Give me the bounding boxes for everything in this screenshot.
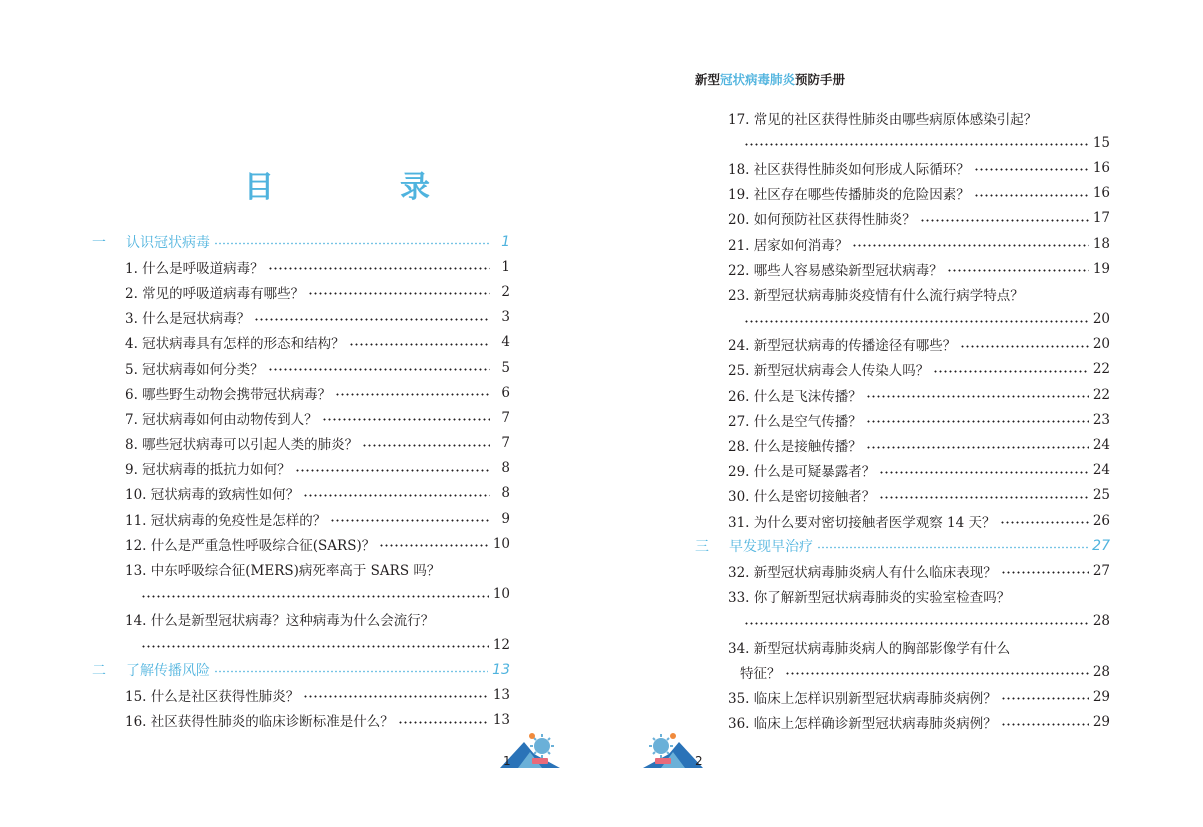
toc-item	[92, 305, 510, 330]
page-number: 2	[501, 283, 510, 300]
dot-leader	[268, 267, 490, 270]
toc-item-continued	[695, 307, 1110, 332]
toc-item-text: 28. 什么是接触传播？	[728, 439, 862, 456]
toc-item	[92, 556, 510, 581]
page-number: 7	[501, 409, 510, 426]
toc-item-text: 32. 新型冠状病毒肺炎病人有什么临床表现？	[728, 564, 997, 581]
toc-item-text: 14. 什么是新型冠状病毒？这种病毒为什么会流行？	[125, 613, 435, 630]
toc-item-continued	[695, 609, 1110, 634]
dot-leader	[254, 318, 490, 321]
page-number: 16	[1092, 159, 1110, 176]
toc-item-continued	[695, 659, 1110, 684]
page-number: 18	[1092, 235, 1110, 252]
page-number: 19	[1092, 260, 1110, 277]
dot-leader	[268, 368, 490, 371]
section-title: 认识冠状病毒	[126, 234, 210, 251]
page-number: 26	[1092, 512, 1110, 529]
dot-leader	[960, 345, 1089, 348]
dot-leader	[362, 444, 490, 447]
dot-leader	[920, 219, 1089, 222]
dot-leader	[349, 343, 490, 346]
page-number: 23	[1092, 411, 1110, 428]
toc-item-text: 4. 冠状病毒具有怎样的形态和结构？	[125, 336, 345, 353]
toc-item	[695, 508, 1110, 533]
toc-item-text: 36. 临床上怎样确诊新型冠状病毒肺炎病例？	[728, 716, 997, 733]
dot-leader	[379, 544, 489, 547]
toc-item	[695, 231, 1110, 256]
page-number: 24	[1092, 437, 1110, 454]
toc-item	[695, 458, 1110, 483]
dot-leader	[295, 469, 490, 472]
page-number: 27	[1092, 562, 1110, 579]
section-title: 了解传播风险	[126, 662, 210, 679]
dot-leader	[866, 446, 1089, 449]
page-number: 17	[1092, 210, 1110, 227]
toc-item	[695, 181, 1110, 206]
toc-item	[695, 483, 1110, 508]
toc-item-text: 16. 社区获得性肺炎的临床诊断标准是什么？	[125, 714, 394, 731]
dot-leader	[303, 494, 490, 497]
toc-item	[92, 355, 510, 380]
header-prefix: 新型	[695, 72, 721, 87]
dot-leader	[879, 496, 1089, 499]
page-number: 5	[501, 359, 510, 376]
dot-leader	[947, 269, 1089, 272]
toc-item	[92, 708, 510, 733]
page-number: 29	[1092, 688, 1110, 705]
toc-item	[695, 432, 1110, 457]
page-number: 1	[501, 258, 510, 275]
toc-item-text: 21. 居家如何消毒？	[728, 237, 849, 254]
toc-item-text: 27. 什么是空气传播？	[728, 413, 862, 430]
toc-item	[695, 634, 1110, 659]
toc-item	[695, 558, 1110, 583]
toc-item-text: 35. 临床上怎样识别新型冠状病毒肺炎病例？	[728, 690, 997, 707]
page-number: 28	[1092, 613, 1110, 630]
toc-item	[92, 506, 510, 531]
dot-leader	[335, 393, 490, 396]
toc-item	[695, 382, 1110, 407]
dot-leader	[1001, 697, 1089, 700]
toc-item-text: 15. 什么是社区获得性肺炎？	[125, 688, 300, 705]
toc-item	[695, 155, 1110, 180]
page-number: 13	[492, 686, 510, 703]
toc-item-text: 25. 新型冠状病毒会人传染人吗？	[728, 363, 930, 380]
toc-item	[92, 279, 510, 304]
dot-leader	[141, 595, 489, 598]
dot-leader	[879, 471, 1089, 474]
page-number: 16	[1092, 185, 1110, 202]
page-number-left: 1	[503, 754, 511, 768]
toc-item-text: 33. 你了解新型冠状病毒肺炎的实验室检查吗？	[728, 590, 1011, 607]
section-number: 一	[92, 234, 106, 251]
toc-item-text: 29. 什么是可疑暴露者？	[728, 464, 876, 481]
page-number: 13	[492, 661, 510, 678]
toc-item-text: 23. 新型冠状病毒肺炎疫情有什么流行病学特点？	[728, 287, 1024, 304]
toc-item	[695, 281, 1110, 306]
dot-leader	[322, 418, 490, 421]
toc-item-text: 9. 冠状病毒的抵抗力如何？	[125, 462, 291, 479]
toc-section	[695, 533, 1110, 558]
page-number-right: 2	[695, 754, 703, 768]
page-number: 9	[501, 510, 510, 527]
toc-item-text: 34. 新型冠状病毒肺炎病人的胸部影像学有什么	[728, 640, 1011, 657]
dot-leader	[744, 143, 1089, 146]
dot-leader	[1001, 723, 1089, 726]
page-number: 27	[1092, 537, 1110, 554]
toc-item-text: 26. 什么是飞沫传播？	[728, 388, 862, 405]
dot-leader	[303, 695, 489, 698]
dot-leader	[866, 395, 1089, 398]
toc-item-text: 12. 什么是严重急性呼吸综合征(SARS)？	[125, 537, 376, 554]
toc-item-text: 特征？	[740, 665, 781, 682]
page-number: 22	[1092, 386, 1110, 403]
dot-leader	[398, 721, 489, 724]
page-number: 25	[1092, 487, 1110, 504]
dot-leader	[141, 645, 489, 648]
dot-leader	[974, 194, 1089, 197]
page-number: 10	[492, 586, 510, 603]
header-accent: 冠状病毒肺炎	[720, 72, 796, 87]
toc-item	[695, 584, 1110, 609]
dot-leader	[817, 546, 1088, 549]
toc-item	[92, 481, 510, 506]
toc-item-continued	[92, 632, 510, 657]
page-number: 20	[1092, 336, 1110, 353]
toc-section	[92, 657, 510, 682]
toc-item	[695, 206, 1110, 231]
page-number: 10	[492, 535, 510, 552]
toc-item-text: 5. 冠状病毒如何分类？	[125, 361, 264, 378]
header-suffix: 预防手册	[795, 72, 846, 87]
toc-item-text: 3. 什么是冠状病毒？	[125, 311, 251, 328]
right-page	[600, 0, 1203, 827]
toc-item	[695, 256, 1110, 281]
section-title: 早发现早治疗	[729, 538, 813, 555]
toc-item	[695, 407, 1110, 432]
toc-item	[92, 254, 510, 279]
page-number: 4	[501, 334, 510, 351]
page-number: 13	[492, 712, 510, 729]
toc-item-text: 6. 哪些野生动物会携带冠状病毒？	[125, 386, 332, 403]
page-number: 22	[1092, 361, 1110, 378]
toc-item-text: 10. 冠状病毒的致病性如何？	[125, 487, 300, 504]
toc-item-text: 30. 什么是密切接触者？	[728, 489, 876, 506]
toc-item-text: 17. 常见的社区获得性肺炎由哪些病原体感染引起？	[728, 111, 1038, 128]
section-number: 三	[695, 538, 709, 555]
dot-leader	[1000, 521, 1089, 524]
page-number: 28	[1092, 663, 1110, 680]
dot-leader	[744, 622, 1089, 625]
page-number: 8	[501, 485, 510, 502]
toc-item-text: 19. 社区存在哪些传播肺炎的危险因素？	[728, 187, 970, 204]
toc-left	[92, 229, 510, 733]
toc-right	[695, 105, 1110, 735]
toc-item-text: 11. 冠状病毒的免疫性是怎样的？	[125, 512, 327, 529]
virus-mountain-icon	[643, 728, 703, 770]
page-number: 24	[1092, 462, 1110, 479]
page-number: 15	[1092, 134, 1110, 151]
toc-item-continued	[695, 130, 1110, 155]
toc-item	[695, 105, 1110, 130]
toc-item-text: 24. 新型冠状病毒的传播途径有哪些？	[728, 338, 957, 355]
toc-item-text: 18. 社区获得性肺炎如何形成人际循环？	[728, 161, 970, 178]
toc-section	[92, 229, 510, 254]
toc-item	[695, 357, 1110, 382]
dot-leader	[933, 370, 1089, 373]
toc-item-text: 1. 什么是呼吸道病毒？	[125, 260, 264, 277]
toc-item	[695, 332, 1110, 357]
toc-item-continued	[92, 582, 510, 607]
toc-item	[92, 607, 510, 632]
toc-item-text: 8. 哪些冠状病毒可以引起人类的肺炎？	[125, 437, 359, 454]
toc-item	[92, 531, 510, 556]
dot-leader	[974, 168, 1089, 171]
page-number: 29	[1092, 714, 1110, 731]
left-page	[0, 0, 600, 827]
page-number: 12	[492, 636, 510, 653]
page-number: 7	[501, 435, 510, 452]
toc-item	[92, 456, 510, 481]
page-number: 20	[1092, 311, 1110, 328]
toc-item-text: 2. 常见的呼吸道病毒有哪些？	[125, 285, 305, 302]
toc-item	[92, 682, 510, 707]
toc-item	[92, 330, 510, 355]
toc-item	[695, 710, 1110, 735]
dot-leader	[1001, 571, 1089, 574]
dot-leader	[866, 420, 1089, 423]
toc-item-text: 22. 哪些人容易感染新型冠状病毒？	[728, 262, 943, 279]
running-header	[695, 70, 845, 88]
toc-item-text: 7. 冠状病毒如何由动物传到人？	[125, 411, 318, 428]
dot-leader	[214, 242, 490, 245]
section-number: 二	[92, 662, 106, 679]
toc-item	[92, 431, 510, 456]
dot-leader	[785, 672, 1089, 675]
dot-leader	[852, 244, 1089, 247]
page-number: 6	[501, 384, 510, 401]
toc-title: 目 录	[244, 170, 478, 205]
dot-leader	[744, 320, 1089, 323]
toc-item	[92, 380, 510, 405]
toc-item-text: 31. 为什么要对密切接触者医学观察 14 天？	[728, 514, 996, 531]
dot-leader	[308, 292, 490, 295]
toc-item	[695, 684, 1110, 709]
dot-leader	[214, 670, 488, 673]
page-number: 8	[501, 460, 510, 477]
page-number: 3	[501, 309, 510, 326]
toc-item-text: 13. 中东呼吸综合征(MERS)病死率高于 SARS 吗？	[125, 563, 441, 580]
toc-item-text: 20. 如何预防社区获得性肺炎？	[728, 212, 916, 229]
page-number: 1	[501, 233, 510, 250]
toc-item	[92, 405, 510, 430]
dot-leader	[330, 519, 490, 522]
